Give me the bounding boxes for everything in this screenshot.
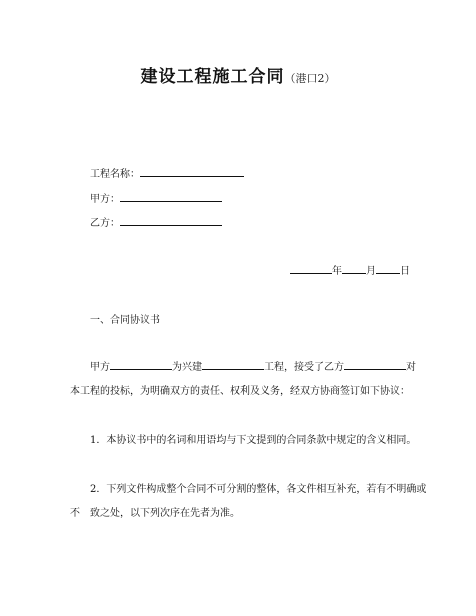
document-subtitle: （港口2） <box>284 72 336 85</box>
party-a-blank <box>120 192 222 202</box>
day-blank <box>376 264 400 274</box>
month-label: 月 <box>366 266 376 277</box>
p1-party-a: 甲方 <box>90 362 110 373</box>
p1-party-b-blank <box>344 360 406 370</box>
agreement-paragraph-line1 <box>90 358 416 373</box>
day-label: 日 <box>400 266 410 277</box>
clause-2-line2: 不 致之处，以下列次序在先者为准。 <box>70 508 240 519</box>
p1-party-a-blank <box>110 360 172 370</box>
p1-end-text: 对 <box>406 362 416 373</box>
party-b-field <box>90 214 222 229</box>
clause-2-line1: 2．下列文件构成整个合同不可分割的整体，各文件相互补充，若有不明确或 <box>90 484 427 495</box>
document-title: 建设工程施工合同 <box>140 67 285 87</box>
project-name-label: 工程名称： <box>90 169 140 180</box>
party-b-label: 乙方： <box>90 218 120 229</box>
party-b-blank <box>120 216 222 226</box>
project-name-blank <box>140 167 244 177</box>
month-blank <box>342 264 366 274</box>
party-a-label: 甲方： <box>90 194 120 205</box>
clause-1: 1．本协议书中的名词和用语均与下文提到的合同条款中规定的含义相同。 <box>90 435 417 446</box>
p1-build-text: 为兴建 <box>172 362 202 373</box>
section-heading: 一、合同协议书 <box>90 315 160 326</box>
party-a-field <box>90 190 222 205</box>
year-label: 年 <box>332 266 342 277</box>
p1-accept-text: 工程，接受了乙方 <box>264 362 344 373</box>
agreement-paragraph-line2: 本工程的投标，为明确双方的责任、权利及义务，经双方协商签订如下协议： <box>70 386 410 397</box>
project-name-field <box>90 165 244 180</box>
p1-project-blank <box>202 360 264 370</box>
signing-date <box>290 262 410 277</box>
title-block <box>0 62 476 87</box>
year-blank <box>290 264 332 274</box>
